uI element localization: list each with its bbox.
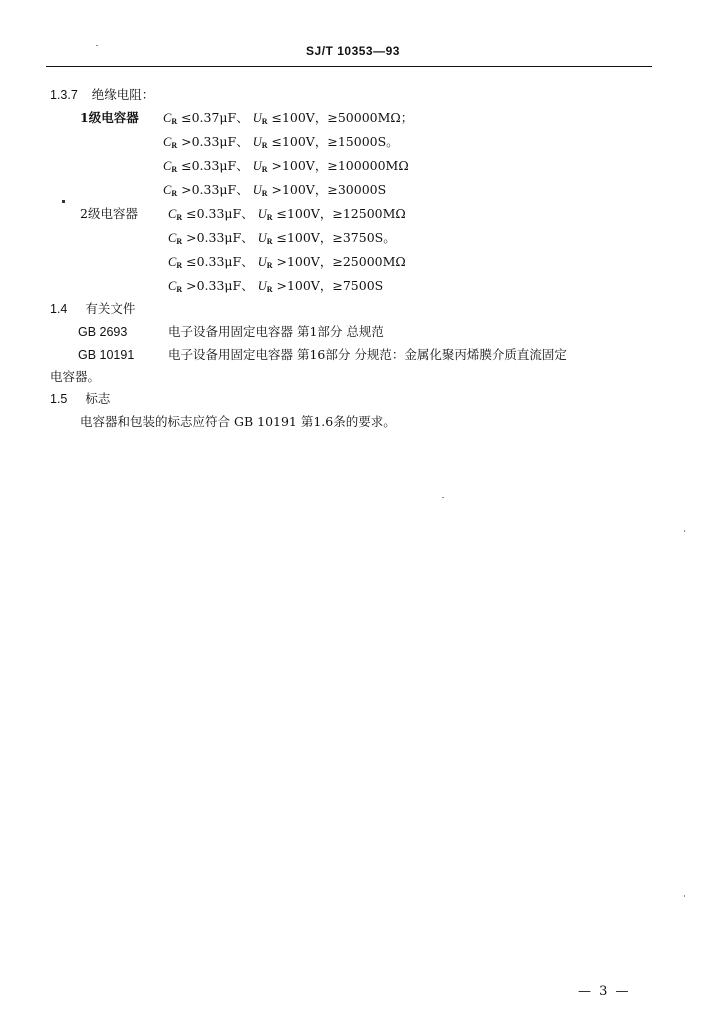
section-1-5-body: 电容器和包装的标志应符合 GB 10191 第1.6条的要求。 — [80, 414, 396, 429]
reference-row — [78, 324, 658, 340]
capacitance-symbol: $C_R$ — [168, 279, 183, 294]
resistance-requirement: ≥15000S。 — [327, 134, 399, 149]
separator: ， — [319, 230, 333, 245]
rated-subscript: R — [266, 285, 273, 294]
class2-label: 2级电容器 — [80, 206, 138, 221]
separator: ， — [314, 110, 328, 125]
capacitance-condition: ≤0.37μF — [177, 110, 237, 125]
capacitance-symbol: $C_R$ — [163, 183, 178, 198]
voltage-symbol: $U_R$ — [252, 135, 268, 150]
scan-speck — [96, 45, 98, 46]
capacitance-condition: >0.33μF — [177, 182, 237, 197]
section-number: 1.4 — [50, 302, 68, 316]
scan-speck — [684, 530, 685, 532]
section-title: 有关文件 — [85, 301, 136, 316]
voltage-condition: >100V — [267, 182, 315, 197]
voltage-symbol: $U_R$ — [252, 183, 268, 198]
page-header-code: SJ/T 10353—93 — [306, 44, 400, 58]
separator: 、 — [241, 278, 258, 293]
page-number: — 3 — — [578, 984, 631, 999]
voltage-condition: ≤100V — [272, 206, 320, 221]
capacitance-condition: ≤0.33μF — [177, 158, 237, 173]
voltage-condition: >100V — [272, 278, 320, 293]
capacitance-symbol: $C_R$ — [168, 255, 183, 270]
resistance-requirement: ≥12500MΩ — [332, 206, 406, 221]
reference-row — [78, 347, 658, 363]
section-number: 1.5 — [50, 392, 68, 406]
resistance-requirement: ≥7500S — [332, 278, 384, 293]
resistance-requirement: ≥3750S。 — [332, 230, 396, 245]
resistance-condition-row — [163, 182, 386, 202]
reference-title: 电子设备用固定电容器 第16部分 分规范：金属化聚丙烯膜介质直流固定 — [168, 347, 567, 362]
rated-subscript: R — [171, 117, 178, 126]
separator: ， — [314, 158, 328, 173]
scan-speck — [442, 497, 444, 498]
resistance-requirement: ≥30000S — [327, 182, 387, 197]
rated-subscript: R — [171, 165, 178, 174]
rated-subscript: R — [176, 285, 183, 294]
resistance-requirement: ≥25000MΩ — [332, 254, 406, 269]
resistance-requirement: ≥100000MΩ — [327, 158, 409, 173]
rated-subscript: R — [171, 189, 178, 198]
voltage-condition: ≤100V — [272, 230, 320, 245]
separator: 、 — [241, 254, 258, 269]
reference-title: 电子设备用固定电容器 第1部分 总规范 — [168, 324, 384, 339]
voltage-symbol: $U_R$ — [252, 111, 268, 126]
reference-code: GB 10191 — [78, 348, 135, 362]
rated-subscript: R — [261, 189, 268, 198]
capacitance-condition: ≤0.33μF — [182, 206, 242, 221]
scan-speck — [684, 895, 685, 897]
separator: ， — [319, 278, 333, 293]
separator: 、 — [241, 230, 258, 245]
rated-subscript: R — [266, 261, 273, 270]
separator: 、 — [241, 206, 258, 221]
voltage-condition: ≤100V — [267, 134, 315, 149]
rated-subscript: R — [176, 237, 183, 246]
resistance-condition-row — [168, 278, 383, 298]
rated-subscript: R — [261, 117, 268, 126]
voltage-symbol: $U_R$ — [257, 207, 273, 222]
rated-subscript: R — [261, 165, 268, 174]
voltage-symbol: $U_R$ — [252, 159, 268, 174]
separator: ， — [319, 254, 333, 269]
capacitance-condition: ≤0.33μF — [182, 254, 242, 269]
capacitance-symbol: $C_R$ — [163, 159, 178, 174]
rated-subscript: R — [261, 141, 268, 150]
section-1-4-heading — [50, 301, 135, 317]
rated-subscript: R — [176, 261, 183, 270]
separator: 、 — [236, 134, 253, 149]
separator: ， — [314, 134, 328, 149]
reference-code: GB 2693 — [78, 325, 128, 339]
separator: 、 — [236, 182, 253, 197]
section-1-3-7-heading — [50, 87, 154, 103]
voltage-symbol: $U_R$ — [257, 255, 273, 270]
separator: ， — [314, 182, 328, 197]
capacitance-symbol: $C_R$ — [163, 111, 178, 126]
section-1-5-heading — [50, 391, 110, 407]
voltage-symbol: $U_R$ — [257, 231, 273, 246]
rated-subscript: R — [176, 213, 183, 222]
resistance-condition-row — [163, 158, 409, 178]
separator: ， — [319, 206, 333, 221]
class1-label: 1级电容器 — [80, 110, 139, 125]
capacitance-condition: >0.33μF — [182, 230, 242, 245]
resistance-requirement: ≥50000MΩ； — [327, 110, 414, 125]
rated-subscript: R — [171, 141, 178, 150]
voltage-condition: >100V — [272, 254, 320, 269]
resistance-condition-row — [168, 206, 406, 226]
section-title: 标志 — [85, 391, 111, 406]
resistance-condition-row — [168, 254, 406, 274]
resistance-condition-row — [168, 230, 396, 250]
rated-subscript: R — [266, 237, 273, 246]
rated-subscript: R — [266, 213, 273, 222]
section-number: 1.3.7 — [50, 88, 78, 102]
reference-continuation: 电容器。 — [50, 369, 101, 384]
capacitance-condition: >0.33μF — [182, 278, 242, 293]
capacitance-symbol: $C_R$ — [163, 135, 178, 150]
capacitance-symbol: $C_R$ — [168, 231, 183, 246]
capacitance-condition: >0.33μF — [177, 134, 237, 149]
section-title: 绝缘电阻： — [91, 87, 155, 102]
scan-speck — [62, 200, 65, 203]
voltage-condition: ≤100V — [267, 110, 315, 125]
resistance-condition-row — [163, 134, 399, 154]
voltage-symbol: $U_R$ — [257, 279, 273, 294]
separator: 、 — [236, 110, 253, 125]
voltage-condition: >100V — [267, 158, 315, 173]
header-rule — [46, 66, 652, 67]
separator: 、 — [236, 158, 253, 173]
resistance-condition-row — [163, 110, 413, 130]
capacitance-symbol: $C_R$ — [168, 207, 183, 222]
